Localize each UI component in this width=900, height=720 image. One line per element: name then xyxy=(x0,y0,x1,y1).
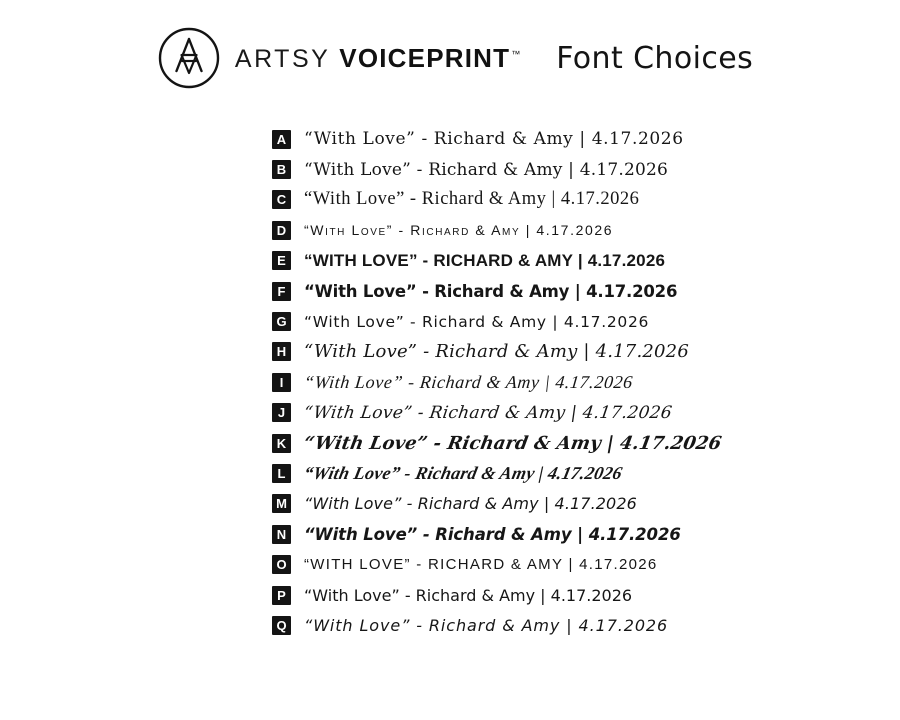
font-sample-text: “With Love” - Richard & Amy | 4.17.2026 xyxy=(304,281,678,301)
font-sample-text: “With Love” - Richard & Amy | 4.17.2026 xyxy=(303,371,634,392)
brand-voiceprint xyxy=(339,43,520,74)
brand-voiceprint-text: VOICEPRINT xyxy=(339,42,511,73)
font-option-q[interactable] xyxy=(272,610,900,640)
font-option-f[interactable] xyxy=(272,276,900,306)
font-sample-text: “With Love” - Richard & Amy | 4.17.2026 xyxy=(302,432,724,454)
brand-lockup xyxy=(235,43,520,74)
font-sample-text: “With Love” - Richard & Amy | 4.17.2026 xyxy=(301,462,625,483)
font-option-e[interactable] xyxy=(272,246,900,276)
font-option-a[interactable] xyxy=(272,124,900,154)
font-letter-badge: K xyxy=(272,434,291,453)
font-letter-badge: M xyxy=(272,494,291,513)
font-sample-text: “With Love” - Richard & Amy | 4.17.2026 xyxy=(302,402,674,423)
font-option-j[interactable] xyxy=(272,398,900,428)
font-sample-text: “With Love” - Richard & Amy | 4.17.2026 xyxy=(304,585,633,605)
font-option-b[interactable] xyxy=(272,154,900,184)
font-letter-badge: A xyxy=(272,130,291,149)
font-letter-badge: O xyxy=(272,555,291,574)
font-letter-badge: Q xyxy=(272,616,291,635)
font-sample-text: “WITH LOVE” - RICHARD & AMY | 4.17.2026 xyxy=(304,250,666,270)
font-letter-badge: C xyxy=(272,190,291,209)
font-letter-badge: I xyxy=(272,373,291,392)
font-option-h[interactable] xyxy=(272,337,900,367)
artsy-voiceprint-circle-logo-icon xyxy=(157,26,221,90)
page-title: Font Choices xyxy=(556,40,754,76)
font-option-g[interactable] xyxy=(272,306,900,336)
font-letter-badge: B xyxy=(272,160,291,179)
font-option-i[interactable] xyxy=(272,367,900,397)
font-sample-text: “With Love” - Richard & Amy | 4.17.2026 xyxy=(304,494,637,514)
font-option-c[interactable] xyxy=(272,185,900,215)
font-choices-list xyxy=(0,124,900,641)
font-sample-text: “With Love” - Richard & Amy | 4.17.2026 xyxy=(304,129,684,150)
font-letter-badge: E xyxy=(272,251,291,270)
font-sample-text: “With Love” - Richard & Amy | 4.17.2026 xyxy=(304,312,650,331)
font-option-n[interactable] xyxy=(272,519,900,549)
font-sample-text: “With Love” - Richard & Amy | 4.17.2026 xyxy=(304,222,614,239)
font-letter-badge: H xyxy=(272,342,291,361)
font-option-d[interactable] xyxy=(272,215,900,245)
font-sample-text: “WITH LOVE” - RICHARD & AMY | 4.17.2026 xyxy=(304,556,658,574)
font-letter-badge: F xyxy=(272,282,291,301)
font-sample-text: “With Love” - Richard & Amy | 4.17.2026 xyxy=(304,615,669,635)
font-letter-badge: D xyxy=(272,221,291,240)
font-option-l[interactable] xyxy=(272,458,900,488)
font-letter-badge: N xyxy=(272,525,291,544)
font-letter-badge: J xyxy=(272,403,291,422)
trademark-symbol: ™ xyxy=(511,48,521,59)
font-sample-text: “With Love” - Richard & Amy | 4.17.2026 xyxy=(304,159,669,180)
font-letter-badge: G xyxy=(272,312,291,331)
page-header xyxy=(0,0,900,90)
font-option-o[interactable] xyxy=(272,549,900,579)
font-sample-text: “With Love” - Richard & Amy | 4.17.2026 xyxy=(304,341,689,363)
font-option-m[interactable] xyxy=(272,489,900,519)
font-sample-text: “With Love” - Richard & Amy | 4.17.2026 xyxy=(304,189,640,210)
font-option-p[interactable] xyxy=(272,580,900,610)
font-option-k[interactable] xyxy=(272,428,900,458)
font-letter-badge: L xyxy=(272,464,291,483)
font-sample-text: “With Love” - Richard & Amy | 4.17.2026 xyxy=(304,524,681,544)
font-letter-badge: P xyxy=(272,586,291,605)
brand-artsy: ARTSY xyxy=(234,44,331,73)
